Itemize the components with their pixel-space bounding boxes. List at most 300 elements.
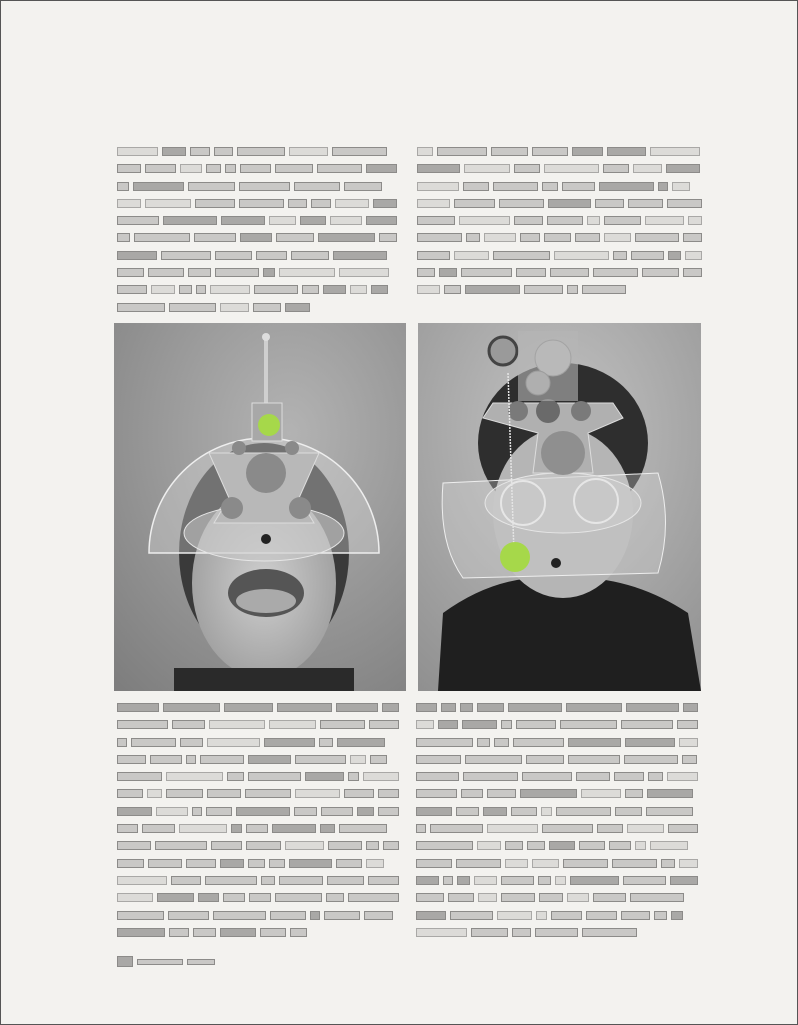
redacted-word — [542, 182, 558, 191]
redacted-word — [417, 199, 450, 208]
redacted-word — [369, 720, 399, 729]
redacted-word — [193, 928, 216, 937]
redacted-word — [536, 911, 547, 920]
redacted-word — [586, 911, 617, 920]
redacted-word — [568, 738, 621, 747]
redacted-word — [156, 807, 188, 816]
redacted-word — [522, 772, 572, 781]
redacted-word — [527, 841, 545, 850]
redacted-word — [599, 182, 654, 191]
redacted-word — [382, 703, 399, 712]
redacted-word — [240, 233, 272, 242]
redacted-word — [631, 251, 664, 260]
redacted-word — [117, 824, 138, 833]
redacted-word — [416, 893, 444, 902]
redacted-word — [508, 703, 562, 712]
redacted-text-line — [117, 720, 399, 729]
redacted-word — [497, 911, 532, 920]
redacted-word — [117, 233, 130, 242]
redacted-word — [567, 893, 589, 902]
redacted-word — [117, 738, 127, 747]
redacted-word — [499, 199, 544, 208]
redacted-word — [279, 876, 323, 885]
redacted-text-line — [416, 928, 698, 937]
redacted-word — [194, 233, 236, 242]
redacted-word — [264, 738, 315, 747]
redacted-word — [612, 859, 657, 868]
photo-left — [114, 323, 406, 691]
redacted-word — [474, 876, 497, 885]
redacted-word — [339, 824, 387, 833]
redacted-word — [248, 859, 265, 868]
redacted-word — [276, 233, 314, 242]
redacted-word — [505, 841, 523, 850]
redacted-word — [155, 841, 207, 850]
redacted-word — [214, 147, 233, 156]
redacted-word — [430, 824, 483, 833]
redacted-word — [520, 233, 540, 242]
redacted-word — [416, 876, 439, 885]
redacted-word — [416, 703, 437, 712]
redacted-text-line — [416, 772, 698, 781]
redacted-word — [205, 876, 257, 885]
redacted-word — [544, 164, 599, 173]
redacted-word — [207, 738, 260, 747]
redacted-word — [270, 911, 306, 920]
redacted-word — [302, 285, 319, 294]
redacted-word — [477, 703, 504, 712]
redacted-word — [371, 285, 388, 294]
redacted-word — [117, 928, 165, 937]
redacted-word — [457, 876, 470, 885]
redacted-word — [581, 789, 621, 798]
redacted-word — [626, 703, 679, 712]
redacted-word — [366, 164, 397, 173]
redacted-text-line — [417, 199, 702, 208]
redacted-word — [627, 824, 664, 833]
redacted-word — [117, 216, 159, 225]
redacted-word — [417, 251, 450, 260]
redacted-word — [464, 164, 510, 173]
redacted-word — [456, 859, 501, 868]
redacted-text-line — [416, 738, 698, 747]
redacted-word — [145, 199, 191, 208]
redacted-word — [162, 147, 186, 156]
redacted-text-line — [117, 738, 399, 747]
redacted-word — [625, 789, 643, 798]
redacted-word — [582, 928, 637, 937]
redacted-word — [157, 893, 194, 902]
redacted-word — [318, 233, 375, 242]
redacted-word — [582, 285, 626, 294]
redacted-text-line — [117, 268, 397, 277]
redacted-word — [335, 199, 369, 208]
redacted-word — [516, 268, 546, 277]
redacted-word — [163, 216, 217, 225]
redacted-word — [294, 182, 340, 191]
redacted-word — [647, 789, 693, 798]
photo-right — [418, 323, 701, 691]
redacted-word — [383, 841, 399, 850]
redacted-word — [213, 911, 266, 920]
redacted-text-line — [416, 807, 698, 816]
redacted-word — [223, 893, 245, 902]
redacted-word — [357, 807, 374, 816]
redacted-word — [117, 772, 162, 781]
redacted-word — [220, 928, 256, 937]
redacted-word — [562, 182, 595, 191]
redacted-word — [538, 876, 551, 885]
redacted-word — [677, 720, 698, 729]
redacted-word — [416, 755, 461, 764]
redacted-word — [366, 216, 397, 225]
redacted-word — [236, 807, 290, 816]
redacted-word — [269, 216, 296, 225]
redacted-word — [117, 147, 158, 156]
redacted-word — [117, 268, 144, 277]
redacted-word — [348, 772, 359, 781]
redacted-word — [505, 859, 528, 868]
redacted-word — [416, 772, 459, 781]
redacted-word — [417, 285, 440, 294]
redacted-word — [378, 789, 399, 798]
redacted-word — [288, 199, 307, 208]
redacted-word — [478, 893, 497, 902]
redacted-word — [417, 182, 459, 191]
redacted-text-line — [417, 164, 702, 173]
redacted-word — [320, 824, 335, 833]
redacted-word — [215, 251, 252, 260]
redacted-word — [207, 789, 241, 798]
redacted-word — [261, 876, 275, 885]
redacted-word — [654, 911, 667, 920]
redacted-word — [117, 911, 164, 920]
redacted-word — [614, 772, 644, 781]
redacted-word — [668, 824, 698, 833]
redacted-word — [567, 285, 578, 294]
redacted-text-line — [117, 216, 397, 225]
redacted-word — [239, 182, 290, 191]
redacted-word — [248, 755, 291, 764]
redacted-word — [416, 859, 452, 868]
redacted-text-line — [416, 824, 698, 833]
redacted-text-line — [117, 859, 399, 868]
redacted-word — [642, 268, 679, 277]
redacted-word — [254, 285, 298, 294]
redacted-text-line — [417, 251, 702, 260]
redacted-word — [117, 303, 165, 312]
redacted-text-line — [117, 893, 399, 902]
redacted-word — [332, 147, 387, 156]
redacted-word — [595, 199, 624, 208]
redacted-text-line — [417, 147, 702, 156]
redacted-word — [461, 268, 512, 277]
redacted-word — [683, 703, 698, 712]
redacted-word — [493, 182, 538, 191]
redacted-word — [416, 824, 426, 833]
redacted-text-line — [117, 164, 397, 173]
redacted-word — [200, 755, 244, 764]
redacted-word — [196, 285, 206, 294]
redacted-word — [461, 789, 483, 798]
redacted-word — [623, 876, 666, 885]
redacted-word — [198, 893, 219, 902]
redacted-word — [604, 216, 641, 225]
redacted-word — [166, 789, 203, 798]
redacted-word — [493, 251, 550, 260]
redacted-word — [211, 841, 242, 850]
redacted-word — [147, 789, 162, 798]
redacted-word — [670, 876, 698, 885]
redacted-word — [483, 807, 507, 816]
redacted-word — [550, 268, 589, 277]
redacted-word — [221, 216, 265, 225]
redacted-text-line — [417, 285, 702, 294]
redacted-word — [477, 841, 501, 850]
redacted-word — [269, 720, 316, 729]
redacted-word — [609, 841, 631, 850]
redacted-word — [117, 807, 152, 816]
redacted-word — [145, 164, 176, 173]
redacted-text-line — [417, 216, 702, 225]
redacted-text-line — [117, 147, 397, 156]
redacted-word — [501, 893, 535, 902]
redacted-word — [666, 164, 700, 173]
redacted-word — [650, 841, 688, 850]
redacted-text-line — [117, 841, 399, 850]
redacted-text-line — [416, 755, 698, 764]
redacted-text-line — [117, 824, 399, 833]
redacted-word — [179, 824, 227, 833]
redacted-word — [416, 841, 473, 850]
redacted-text-line — [117, 876, 399, 885]
redacted-word — [324, 911, 360, 920]
redacted-word — [416, 738, 473, 747]
redacted-word — [607, 147, 646, 156]
redacted-word — [501, 720, 512, 729]
redacted-word — [417, 147, 433, 156]
redacted-word — [672, 182, 690, 191]
redacted-word — [210, 285, 250, 294]
redacted-word — [188, 182, 235, 191]
redacted-word — [516, 720, 556, 729]
redacted-word — [532, 147, 568, 156]
redacted-word — [186, 859, 216, 868]
redacted-word — [520, 789, 577, 798]
redacted-word — [305, 772, 344, 781]
redacted-word — [572, 147, 603, 156]
redacted-word — [575, 233, 600, 242]
redacted-word — [339, 268, 389, 277]
redacted-word — [621, 720, 673, 729]
redacted-word — [541, 807, 552, 816]
redacted-word — [220, 859, 244, 868]
redacted-word — [327, 876, 364, 885]
redacted-word — [454, 251, 489, 260]
redacted-word — [209, 720, 265, 729]
redacted-word — [416, 807, 452, 816]
redacted-word — [337, 738, 385, 747]
redacted-word — [117, 199, 141, 208]
redacted-word — [416, 928, 467, 937]
redacted-word — [133, 182, 184, 191]
redacted-word — [363, 772, 399, 781]
redacted-word — [514, 216, 543, 225]
redacted-word — [179, 285, 192, 294]
redacted-word — [291, 251, 329, 260]
redacted-word — [563, 859, 608, 868]
redacted-word — [161, 251, 211, 260]
redacted-word — [192, 807, 202, 816]
redacted-word — [416, 720, 434, 729]
redacted-word — [671, 911, 683, 920]
redacted-word — [117, 703, 159, 712]
redacted-word — [685, 251, 702, 260]
redacted-word — [547, 216, 583, 225]
redacted-word — [317, 164, 362, 173]
redacted-text-line — [117, 928, 399, 937]
redacted-word — [131, 738, 176, 747]
redacted-word — [535, 928, 578, 937]
redacted-word — [260, 928, 286, 937]
redacted-word — [570, 876, 619, 885]
redacted-word — [603, 164, 629, 173]
redacted-word — [615, 807, 642, 816]
redacted-word — [554, 251, 609, 260]
redacted-word — [295, 755, 346, 764]
redacted-word — [245, 789, 291, 798]
redacted-word — [311, 199, 331, 208]
redacted-word — [256, 251, 287, 260]
redacted-word — [148, 268, 184, 277]
redacted-word — [658, 182, 668, 191]
redacted-word — [460, 703, 473, 712]
redacted-word — [294, 807, 317, 816]
redacted-word — [471, 928, 508, 937]
redacted-word — [190, 147, 210, 156]
redacted-word — [593, 268, 638, 277]
redacted-word — [450, 911, 493, 920]
redacted-text-line — [117, 285, 397, 294]
redacted-word — [285, 841, 324, 850]
redacted-word — [462, 720, 497, 729]
redacted-word — [439, 268, 457, 277]
redacted-word — [350, 285, 367, 294]
redacted-word — [142, 824, 175, 833]
redacted-word — [169, 928, 189, 937]
redacted-word — [169, 303, 216, 312]
redacted-word — [277, 703, 332, 712]
redacted-word — [263, 268, 275, 277]
redacted-word — [551, 911, 582, 920]
redacted-text-line — [117, 911, 399, 920]
redacted-text-line — [416, 893, 698, 902]
redacted-word — [524, 285, 563, 294]
redacted-word — [579, 841, 605, 850]
redacted-word — [220, 303, 249, 312]
redacted-word — [417, 216, 455, 225]
redacted-text-line — [417, 233, 702, 242]
redacted-word — [555, 876, 566, 885]
redacted-text-line — [416, 720, 698, 729]
redacted-word — [333, 251, 387, 260]
redacted-text-line — [416, 703, 698, 712]
redacted-word — [466, 233, 480, 242]
redacted-word — [621, 911, 650, 920]
redacted-word — [484, 233, 516, 242]
redacted-word — [539, 893, 563, 902]
redacted-word — [613, 251, 627, 260]
redacted-word — [117, 285, 147, 294]
redacted-word — [295, 789, 340, 798]
redacted-word — [682, 755, 697, 764]
page-folio — [117, 956, 215, 967]
redacted-word — [378, 807, 399, 816]
redacted-word — [532, 859, 559, 868]
redacted-text-line — [417, 182, 702, 191]
redacted-word — [275, 164, 313, 173]
redacted-word — [117, 720, 168, 729]
redacted-word — [117, 755, 146, 764]
redacted-word — [215, 268, 259, 277]
redacted-word — [150, 755, 182, 764]
redacted-word — [195, 199, 235, 208]
redacted-word — [511, 807, 537, 816]
redacted-word — [477, 738, 490, 747]
redacted-word — [163, 703, 220, 712]
redacted-text-line — [416, 876, 698, 885]
redacted-word — [648, 772, 663, 781]
redacted-text-line — [416, 789, 698, 798]
redacted-text-line — [117, 199, 397, 208]
redacted-text-line — [117, 807, 399, 816]
redacted-word — [253, 303, 281, 312]
redacted-word — [206, 807, 232, 816]
redacted-word — [289, 859, 332, 868]
redacted-word — [117, 859, 144, 868]
redacted-word — [246, 824, 268, 833]
redacted-word — [630, 893, 684, 902]
redacted-word — [633, 164, 662, 173]
redacted-word — [597, 824, 623, 833]
redacted-word — [328, 841, 362, 850]
redacted-word — [416, 789, 457, 798]
redacted-word — [437, 147, 487, 156]
redacted-word — [151, 285, 175, 294]
redacted-word — [289, 147, 328, 156]
redacted-word — [566, 703, 622, 712]
redacted-word — [368, 876, 399, 885]
redacted-word — [417, 233, 462, 242]
redacted-word — [542, 824, 593, 833]
redacted-word — [231, 824, 242, 833]
redacted-word — [180, 738, 203, 747]
redacted-word — [168, 911, 209, 920]
redacted-word — [513, 738, 564, 747]
redacted-word — [628, 199, 663, 208]
redacted-word — [246, 841, 281, 850]
redacted-word — [661, 859, 675, 868]
redacted-word — [635, 233, 679, 242]
redacted-word — [679, 738, 698, 747]
redacted-word — [117, 876, 167, 885]
redacted-text-line — [117, 251, 397, 260]
redacted-word — [624, 755, 678, 764]
redacted-word — [366, 841, 379, 850]
redacted-text-line — [117, 233, 397, 242]
redacted-word — [443, 876, 453, 885]
redacted-word — [240, 164, 271, 173]
